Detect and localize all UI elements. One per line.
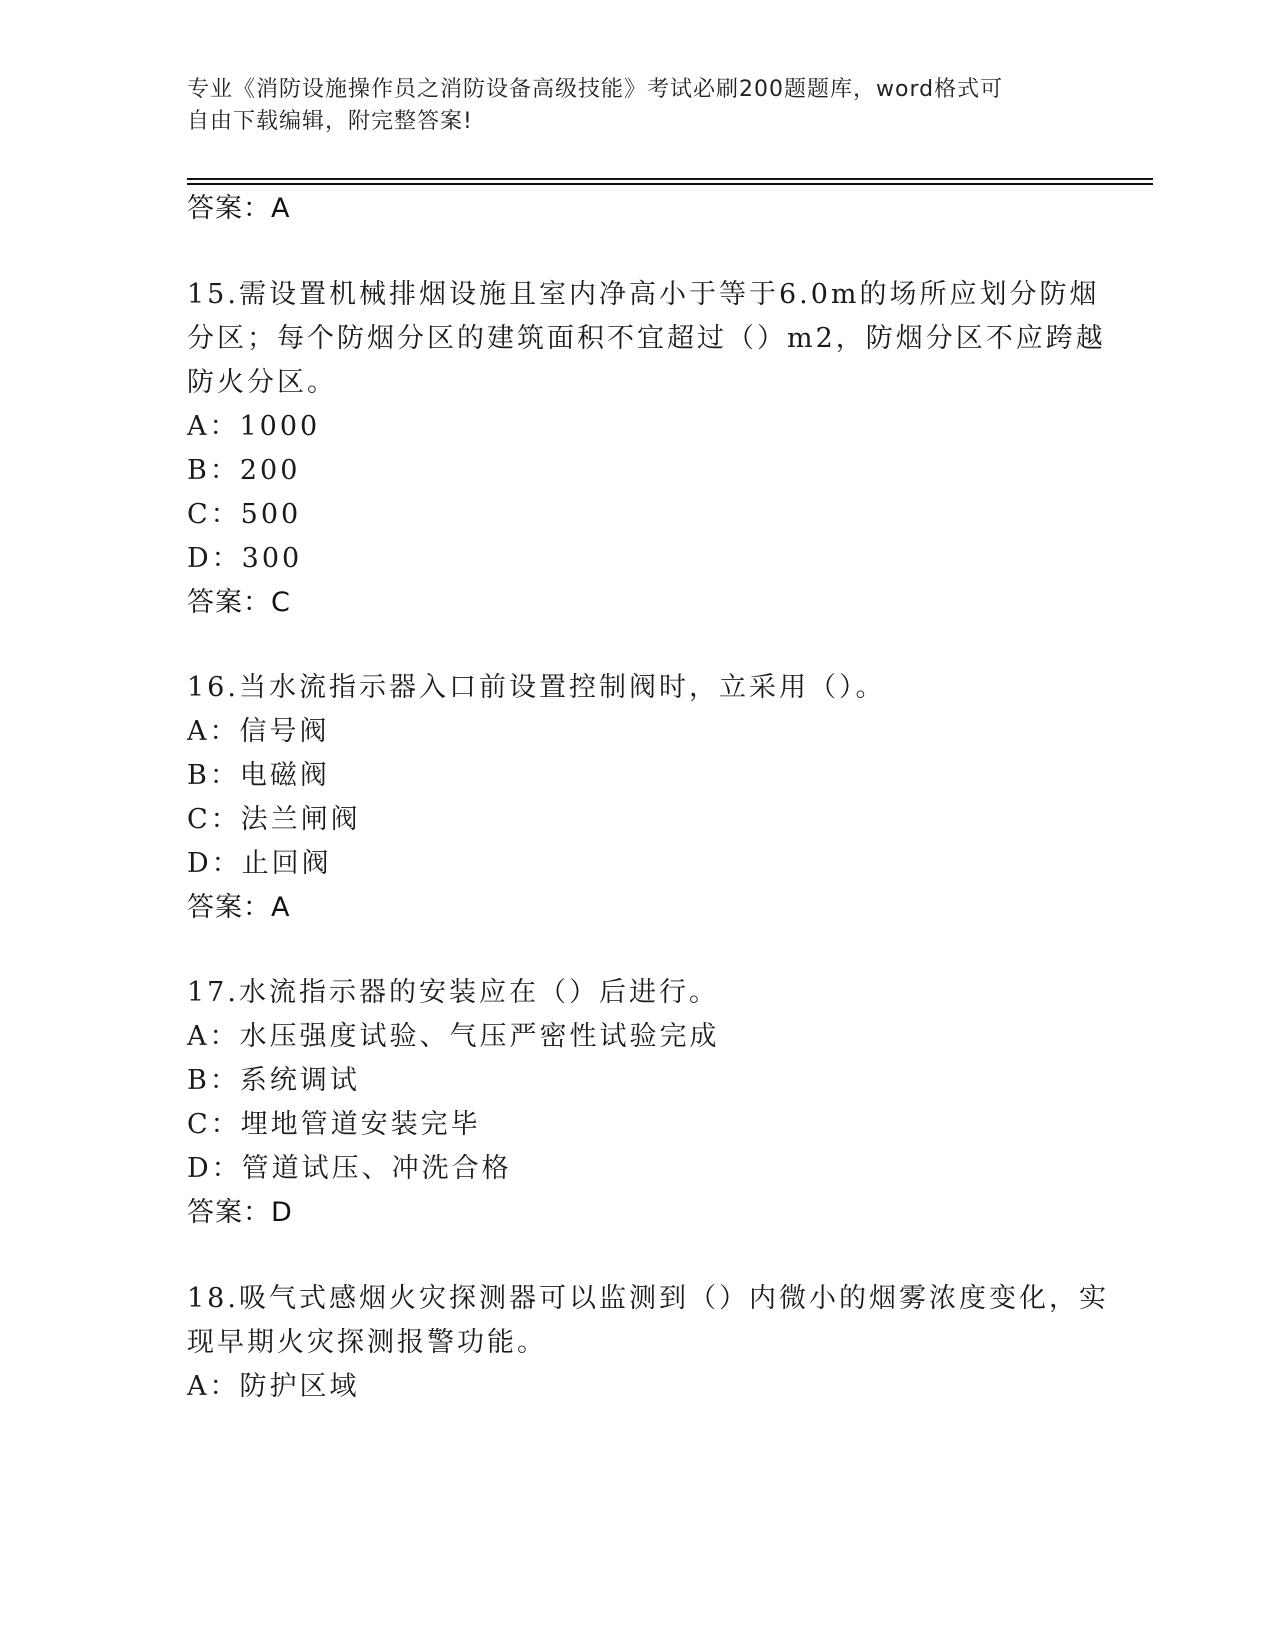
question-15-text-line-3: 防火分区。 — [187, 367, 337, 398]
question-17-option-c: C：埋地管道安装完毕 — [187, 1109, 481, 1140]
question-15-text-line-2: 分区；每个防烟分区的建筑面积不宜超过（）m2，防烟分区不应跨越 — [187, 323, 1106, 354]
question-15-text-line-1: 15.需设置机械排烟设施且室内净高小于等于6.0m的场所应划分防烟 — [187, 279, 1100, 310]
question-16-option-c: C：法兰闸阀 — [187, 804, 361, 835]
header-line-1: 专业《消防设施操作员之消防设备高级技能》考试必刷200题题库，word格式可 — [187, 77, 1004, 102]
question-18-option-a: A：防护区域 — [187, 1371, 360, 1402]
question-18-text-line-2: 现早期火灾探测报警功能。 — [187, 1327, 547, 1358]
header-rule-top — [187, 178, 1153, 180]
question-15-answer: 答案：C — [187, 587, 291, 618]
question-15-option-a: A：1000 — [187, 411, 321, 442]
question-16-text-line-1: 16.当水流指示器入口前设置控制阀时，立采用（）。 — [187, 672, 886, 703]
question-15-option-b: B：200 — [187, 455, 301, 486]
question-16-option-d: D：止回阀 — [187, 848, 332, 879]
question-15-option-c: C：500 — [187, 499, 302, 530]
header-line-2: 自由下载编辑，附完整答案! — [187, 109, 473, 134]
question-16-answer: 答案：A — [187, 892, 291, 923]
question-17-option-d: D：管道试压、冲洗合格 — [187, 1153, 512, 1184]
previous-answer: 答案：A — [187, 193, 291, 224]
question-18-text-line-1: 18.吸气式感烟火灾探测器可以监测到（）内微小的烟雾浓度变化，实 — [187, 1283, 1109, 1314]
question-17-text-line-1: 17.水流指示器的安装应在（）后进行。 — [187, 977, 719, 1008]
question-16-option-b: B：电磁阀 — [187, 760, 330, 791]
question-17-option-a: A：水压强度试验、气压严密性试验完成 — [187, 1021, 720, 1052]
question-17-option-b: B：系统调试 — [187, 1065, 360, 1096]
document-header — [187, 74, 1067, 138]
header-rule-bottom — [187, 183, 1153, 185]
question-16-option-a: A：信号阀 — [187, 716, 330, 747]
question-15-option-d: D：300 — [187, 543, 303, 574]
question-17-answer: 答案：D — [187, 1197, 293, 1228]
